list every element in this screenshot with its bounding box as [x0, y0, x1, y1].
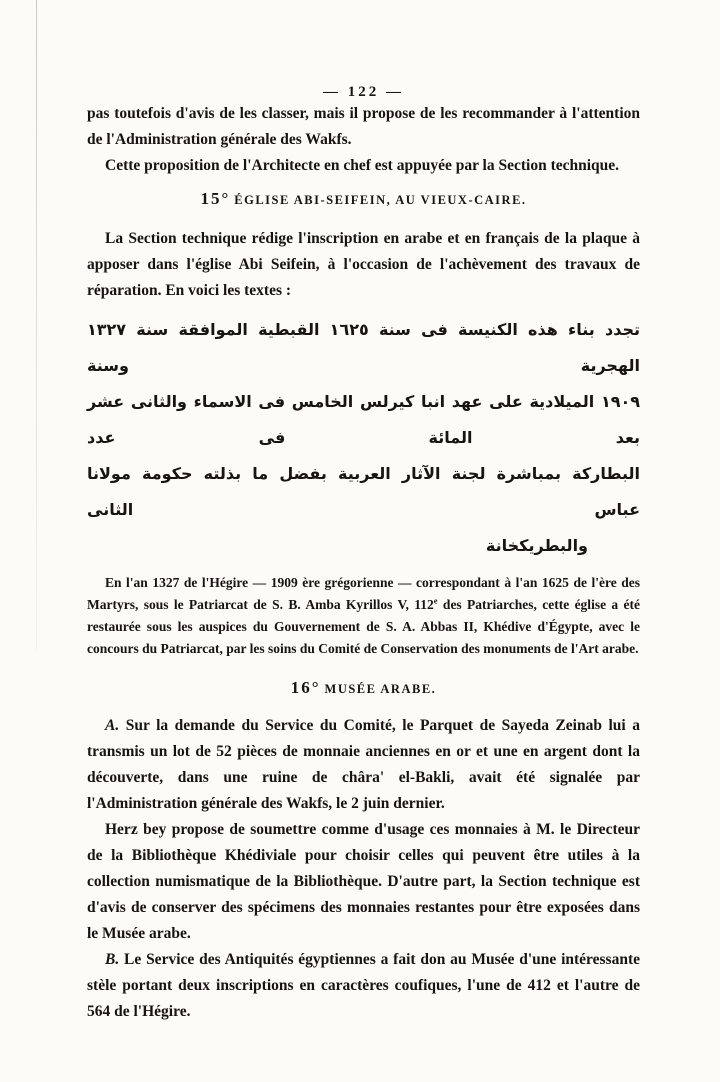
section-number-16: 16° — [290, 678, 321, 697]
arabic-line: البطاركة بمباشرة لجنة الآثار العربية بفضل ما بذلته حكومة مولانا عباس الثانى — [87, 464, 640, 519]
paragraph-french-translation — [87, 572, 640, 660]
section-title-16: MUSÉE ARABE. — [324, 682, 437, 696]
paragraph-a-text: Sur la demande du Service du Comité, le Parquet de Sayeda Zeinab lui a transmis un lot de 52 pièces de monnaie anciennes en or et une en argent dont la découverte, dans une ruine de châra' el-Bakli, avait été signalée par l'Administration générale des Wakfs, le 2 juin dernier. — [87, 717, 640, 812]
paragraph-b-lead: B. — [105, 951, 120, 968]
text-column — [87, 0, 640, 1025]
paragraph-proposition: Cette proposition de l'Architecte en chef est appuyée par la Section technique. — [105, 157, 620, 174]
translation-text-part1: En l'an 1327 de l'Hégire — 1909 ère grégorienne — correspondant à l'an 1625 de l'ère des Martyrs, sous le Patriarcat de S. B. Amba Kyrillos V, 112 — [87, 575, 640, 612]
section-number-15: 15° — [200, 189, 231, 208]
paragraph-herz: Herz bey propose de soumettre comme d'usage ces monnaies à M. le Directeur de la Bibliothèque Khédiviale pour choisir celles qui peuvent être utiles à la collection numismatique de la Bibliothèque. D'autre part, la Section technique est d'avis de conserver des spécimens des monnaies restantes pour être exposées dans le Musée arabe. — [87, 821, 640, 942]
scan-edge-artifact — [36, 0, 37, 650]
paragraph-a-lead: A. — [105, 717, 120, 734]
arabic-inscription-block — [87, 312, 640, 564]
paragraph-continuation: pas toutefois d'avis de les classer, mais il propose de les recommander à l'attention de l'Administration générale des Wakfs. — [87, 105, 640, 148]
translation-text-part2: des Patriarches, cette église a été restaurée sous les auspices du Gouvernement de S. A. Abbas II, Khédive d'Égypte, avec le concours du Patriarcat, par les soins du Comité de Conservation des monuments de l'Art arabe. — [87, 597, 640, 656]
arabic-line: تجدد بناء هذه الكنيسة فى سنة ١٦٢٥ القبطية الموافقة سنة ١٣٢٧ الهجرية وسنة — [87, 320, 640, 375]
arabic-line: ١٩٠٩ الميلادية على عهد انبا كيرلس الخامس فى الاسماء والثانى عشر بعد المائة فى عدد — [87, 392, 640, 447]
section-title-15: ÉGLISE ABI-SEIFEIN, AU VIEUX-CAIRE. — [234, 193, 527, 207]
ordinal-superscript: e — [433, 595, 438, 606]
paragraph-a — [87, 713, 640, 817]
paragraph-b — [87, 947, 640, 1025]
paragraph-b-text: Le Service des Antiquités égyptiennes a fait don au Musée d'une intéressante stèle portant deux inscriptions en caractères coufiques, l'une de 412 et l'autre de 564 de l'Hégire. — [87, 951, 640, 1020]
paragraph-inscription-intro: La Section technique rédige l'inscription en arabe et en français de la plaque à apposer dans l'église Abi Seifein, à l'occasion de l'achèvement des travaux de réparation. En voici les textes : — [87, 230, 640, 299]
page-number: — 122 — — [323, 84, 404, 100]
section-heading-15 — [87, 189, 640, 210]
section-heading-16 — [87, 678, 640, 699]
arabic-line: والبطريكخانة — [485, 536, 588, 555]
